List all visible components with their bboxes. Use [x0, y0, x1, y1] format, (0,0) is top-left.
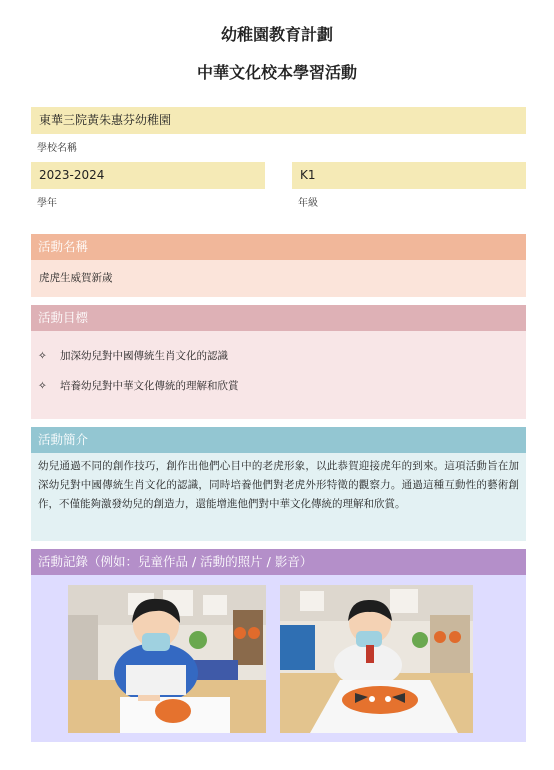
objective-item: ✧ 培養幼兒對中華文化傳統的理解和欣賞 [38, 380, 239, 392]
year-field: 2023-2024 [31, 162, 265, 189]
records-heading: 活動記錄（例如：兒童作品 / 活動的照片 / 影音） [31, 549, 526, 575]
year-label: 學年 [37, 198, 57, 209]
objectives-list [31, 331, 526, 419]
intro-heading: 活動簡介 [31, 427, 526, 453]
objectives-heading: 活動目標 [31, 305, 526, 331]
page-title: 幼稚園教育計劃 [220, 25, 333, 44]
records-area [31, 575, 526, 742]
objective-item: ✧ 加深幼兒對中國傳統生肖文化的認識 [38, 350, 228, 362]
activity-name-value: 虎虎生威賀新歲 [31, 260, 526, 297]
diamond-bullet-icon: ✧ [38, 350, 47, 362]
page-subtitle: 中華文化校本學習活動 [196, 63, 357, 82]
school-name-label: 學校名稱 [37, 143, 77, 154]
activity-photo-1 [68, 585, 266, 733]
activity-photo-2 [280, 585, 473, 733]
grade-field: K1 [292, 162, 526, 189]
diamond-bullet-icon: ✧ [38, 380, 47, 392]
activity-name-heading: 活動名稱 [31, 234, 526, 260]
school-name-field: 東華三院黃朱惠芬幼稚園 [31, 107, 526, 134]
grade-label: 年級 [298, 198, 318, 209]
intro-text: 幼兒通過不同的創作技巧，創作出他們心目中的老虎形象，以此恭賀迎接虎年的到來。這項活動旨在加深幼兒對中國傳統生肖文化的認識，同時培養他們對老虎外形特徵的觀察力。通過這種互動性的藝術創作，不僅能夠激發幼兒的創造力，還能增進他們對中華文化傳統的理解和欣賞。 [31, 453, 526, 541]
